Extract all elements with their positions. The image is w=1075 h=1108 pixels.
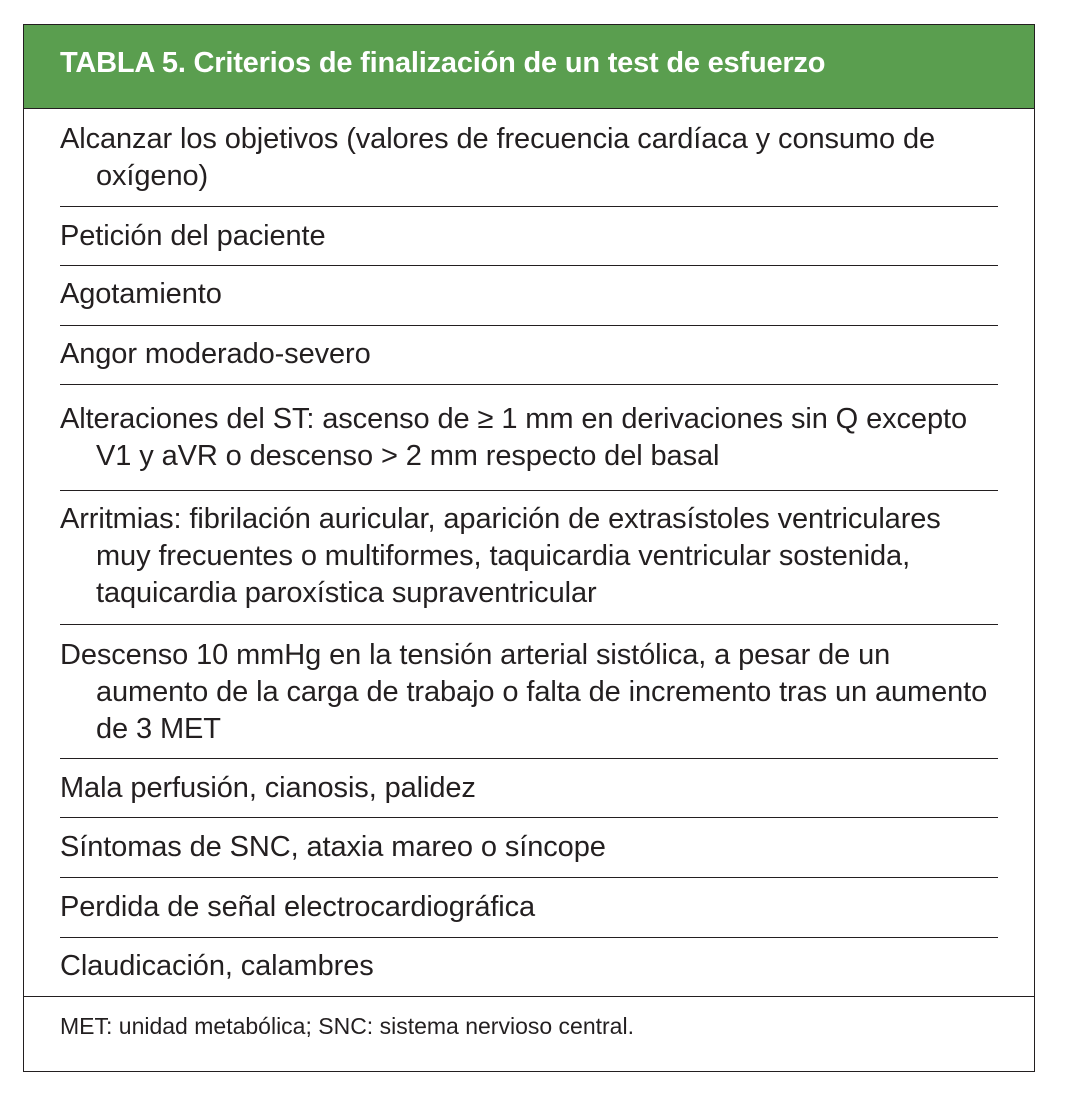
table-row [60,385,998,491]
row-text: Alteraciones del ST: ascenso de ≥ 1 mm en derivaciones sin Q excepto V1 y aVR o descenso > 2 mm respecto del basal [60,403,967,472]
row-text: Claudicación, calambres [60,950,374,982]
footer-divider [24,996,1034,997]
table-row [60,938,998,996]
row-text: Síntomas de SNC, ataxia mareo o síncope [60,831,606,863]
row-text: Descenso 10 mmHg en la tensión arterial sistólica, a pesar de un aumento de la carga de trabajo o falta de incremento tras un aumento de 3 MET [60,639,988,745]
row-text: Arritmias: fibrilación auricular, aparición de extrasístoles ventriculares muy frecuentes o multiformes, taquicardia ventricular sostenida, taquicardia paroxística supraventricular [60,503,941,609]
row-text: Perdida de señal electrocardiográfica [60,891,536,923]
table-title: TABLA 5. Criterios de finalización de un test de esfuerzo [60,47,826,79]
table-footnote: MET: unidad metabólica; SNC: sistema nervioso central. [60,1013,634,1039]
criteria-table [23,24,1035,1072]
table-row [60,491,998,625]
table-row [60,878,998,938]
table-header [24,25,1034,109]
table-row [60,818,998,878]
table-row [60,759,998,818]
table-row [60,109,998,207]
row-text: Agotamiento [60,278,222,310]
row-text: Alcanzar los objetivos (valores de frecuencia cardíaca y consumo de oxígeno) [60,123,936,192]
table-row [60,207,998,266]
table-row [60,326,998,385]
table-row [60,625,998,759]
row-text: Petición del paciente [60,220,326,252]
row-text: Angor moderado-severo [60,338,371,370]
table-row [60,266,998,326]
row-text: Mala perfusión, cianosis, palidez [60,772,476,804]
